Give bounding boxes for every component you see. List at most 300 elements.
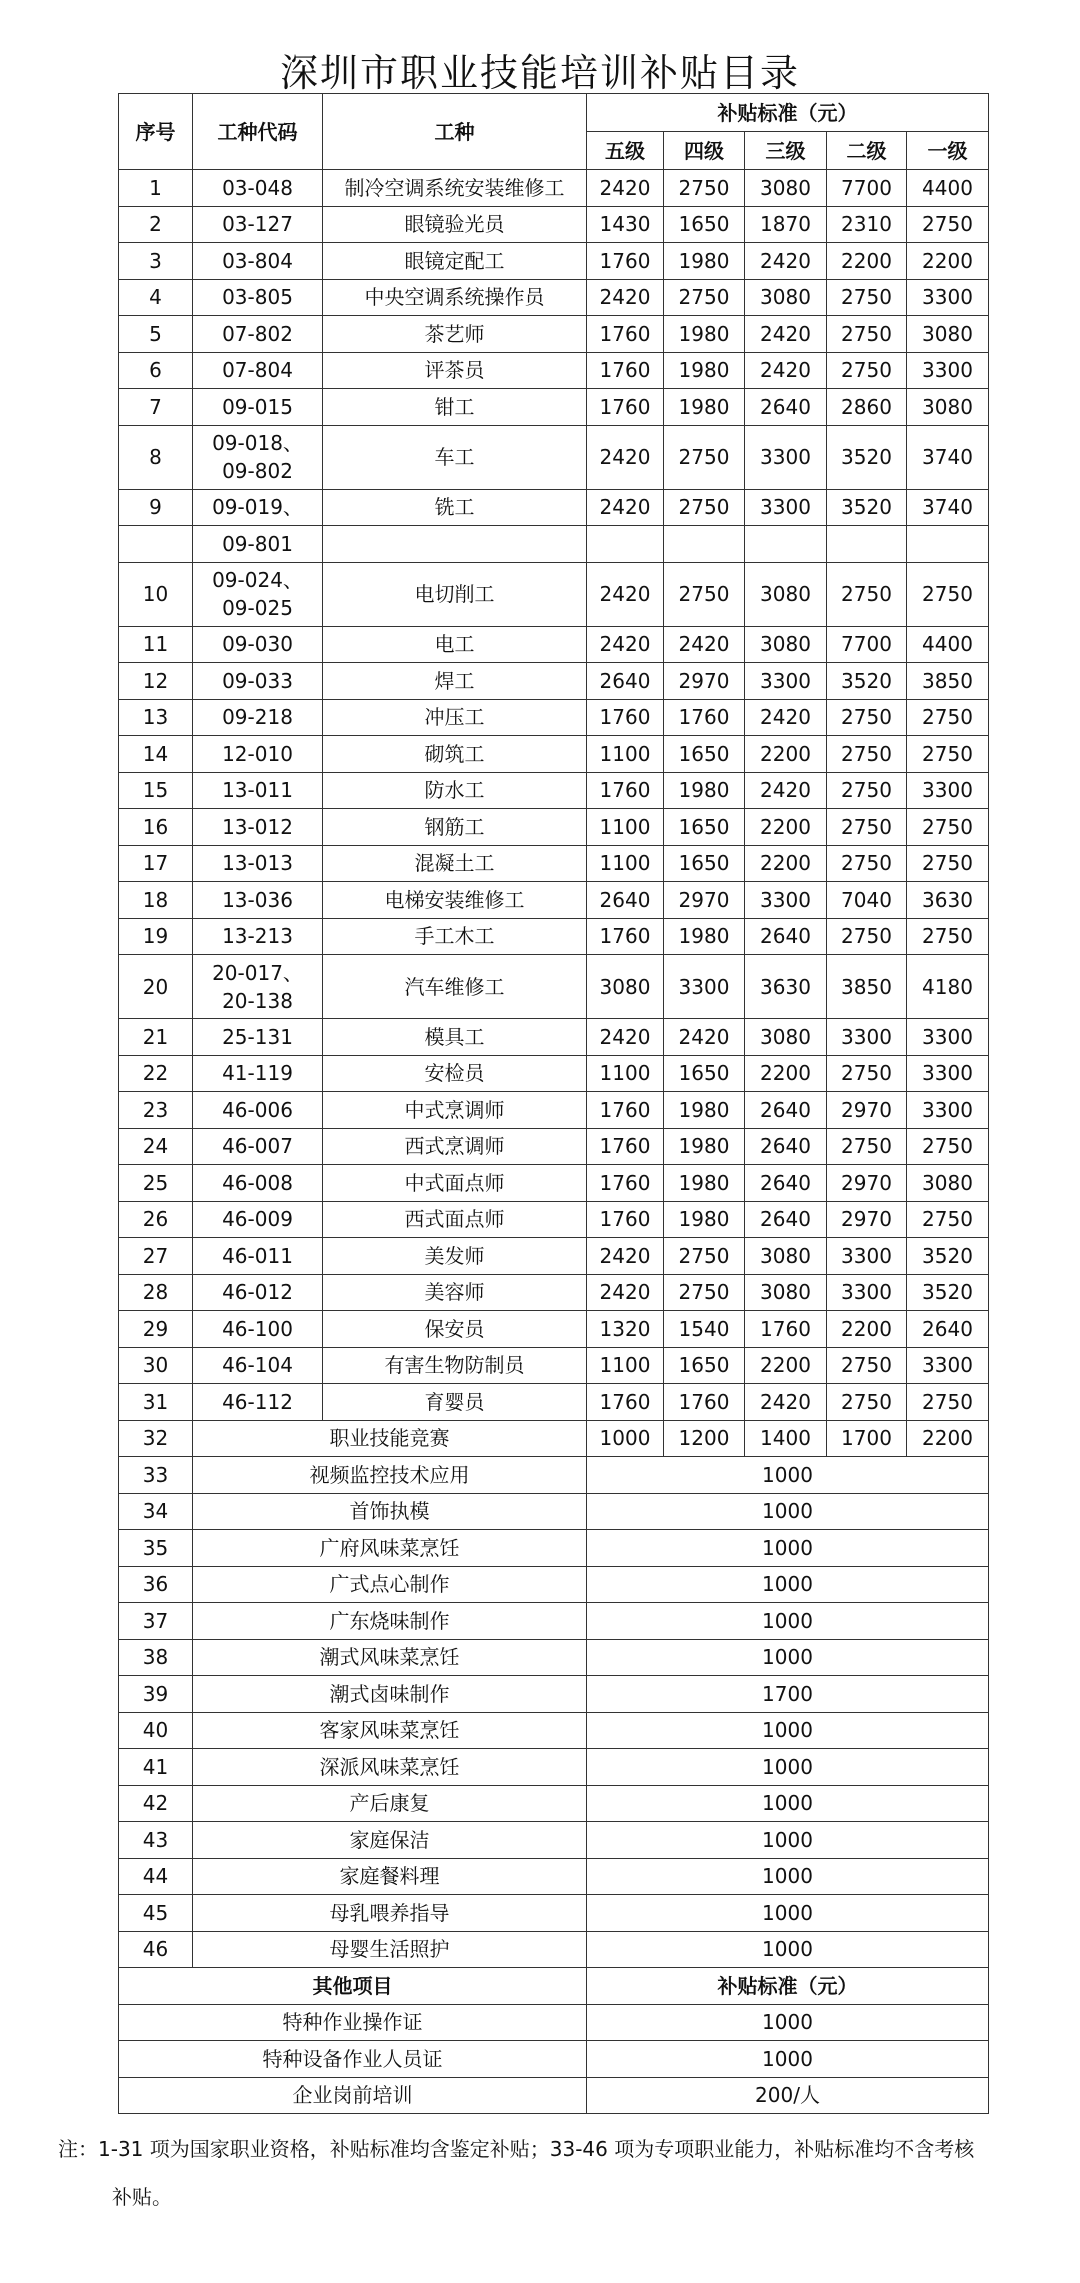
cell-value: 2420: [587, 1274, 664, 1311]
header-subsidy: 补贴标准（元）: [587, 94, 989, 132]
cell-seq: 42: [119, 1785, 193, 1822]
cell-value: 3300: [907, 352, 989, 389]
table-row: [119, 2041, 989, 2078]
cell-value: 1000: [587, 1566, 989, 1603]
cell-seq: 14: [119, 736, 193, 773]
cell-value: 3300: [907, 279, 989, 316]
cell-seq: 31: [119, 1384, 193, 1421]
cell-value: 2420: [745, 772, 827, 809]
cell-value: 2200: [827, 243, 907, 280]
cell-job: 眼镜定配工: [323, 243, 587, 280]
cell-value: 1760: [587, 918, 664, 955]
code-line: 09-018、: [212, 431, 303, 455]
cell-value: 1650: [664, 736, 745, 773]
footnote-line: 注：1-31 项为国家职业资格，补贴标准均含鉴定补贴；33-46 项为专项职业能力，补贴标准均不含考核: [58, 2137, 975, 2161]
cell-value: 1980: [664, 1092, 745, 1129]
table-row: [119, 1822, 989, 1859]
table-body-extra: [119, 1420, 989, 1457]
cell-seq: 39: [119, 1676, 193, 1713]
cell-value: 1650: [664, 206, 745, 243]
cell-value: 2420: [587, 562, 664, 626]
cell-job: 电切削工: [323, 562, 587, 626]
cell-code: [193, 562, 323, 626]
cell-value: 1980: [664, 772, 745, 809]
cell-item: 企业岗前培训: [119, 2077, 587, 2114]
cell-value: 1100: [587, 1347, 664, 1384]
table-row: [119, 626, 989, 663]
cell-value: 2750: [827, 845, 907, 882]
cell-code: 12-010: [193, 736, 323, 773]
cell-value: 2200: [745, 1055, 827, 1092]
cell-value: 7700: [827, 170, 907, 207]
cell-value: 1870: [745, 206, 827, 243]
cell-value: 3300: [745, 663, 827, 700]
table-row: [119, 736, 989, 773]
cell-value: 1000: [587, 1420, 664, 1457]
cell-value: 1760: [587, 1092, 664, 1129]
cell-value: 2750: [907, 736, 989, 773]
cell-job: 保安员: [323, 1311, 587, 1348]
cell-job: 中式面点师: [323, 1165, 587, 1202]
cell-value: 3080: [745, 1238, 827, 1275]
cell-value: 3300: [827, 1019, 907, 1056]
cell-seq: 45: [119, 1895, 193, 1932]
cell-value: 1700: [587, 1676, 989, 1713]
cell-code: 46-100: [193, 1311, 323, 1348]
cell-job: 制冷空调系统安装维修工: [323, 170, 587, 207]
cell-value: 2200: [907, 243, 989, 280]
cell-value: 3300: [907, 1019, 989, 1056]
cell-value: 4400: [907, 170, 989, 207]
table-row: [119, 1785, 989, 1822]
cell-job: 育婴员: [323, 1384, 587, 1421]
cell-code: 13-012: [193, 809, 323, 846]
cell-seq: 13: [119, 699, 193, 736]
table-row: [119, 1238, 989, 1275]
code-line: 09-025: [222, 596, 293, 620]
cell-value: 1760: [587, 316, 664, 353]
header-level-2: 二级: [827, 132, 907, 170]
table-row: [119, 1201, 989, 1238]
cell-job: 美发师: [323, 1238, 587, 1275]
cell-code: 09-019、: [193, 489, 323, 526]
cell-value: 1980: [664, 918, 745, 955]
cell-value: 1000: [587, 1457, 989, 1494]
table-row: [119, 2077, 989, 2114]
cell-value: 2970: [827, 1092, 907, 1129]
table-row: [119, 1566, 989, 1603]
cell-seq: 18: [119, 882, 193, 919]
cell-job: 家庭保洁: [193, 1822, 587, 1859]
table-row: [119, 1858, 989, 1895]
cell-seq: 23: [119, 1092, 193, 1129]
cell-value: 1000: [587, 1749, 989, 1786]
cell-code: 09-030: [193, 626, 323, 663]
cell-job: 首饰执模: [193, 1493, 587, 1530]
cell-value: 2750: [827, 562, 907, 626]
cell-job: 客家风味菜烹饪: [193, 1712, 587, 1749]
cell-value: 1980: [664, 352, 745, 389]
cell-value: 2750: [907, 809, 989, 846]
cell-value: 2200: [827, 1311, 907, 1348]
cell-value: 2750: [827, 279, 907, 316]
table-row: [119, 1603, 989, 1640]
cell-seq: 35: [119, 1530, 193, 1567]
cell-job: 评茶员: [323, 352, 587, 389]
cell-code: 03-048: [193, 170, 323, 207]
table-row: [119, 526, 989, 563]
cell-value: 3300: [745, 489, 827, 526]
table-body: [119, 170, 989, 1421]
cell-seq: 7: [119, 389, 193, 426]
cell-value: 2200: [745, 845, 827, 882]
cell-job: 西式面点师: [323, 1201, 587, 1238]
cell-code: 07-804: [193, 352, 323, 389]
cell-value: 2420: [745, 1384, 827, 1421]
cell-value: 1100: [587, 809, 664, 846]
cell-job: 手工木工: [323, 918, 587, 955]
cell-seq: 25: [119, 1165, 193, 1202]
cell-value: 1000: [587, 2004, 989, 2041]
cell-seq: 26: [119, 1201, 193, 1238]
cell-value: 1650: [664, 1347, 745, 1384]
cell-value: 2640: [745, 1128, 827, 1165]
table-row: [119, 663, 989, 700]
code-line: 09-802: [222, 459, 293, 483]
cell-value: 1760: [587, 243, 664, 280]
cell-value: 3300: [745, 425, 827, 489]
cell-value: 3520: [827, 663, 907, 700]
cell-seq: 17: [119, 845, 193, 882]
cell-value: 2750: [907, 562, 989, 626]
cell-code: 03-804: [193, 243, 323, 280]
cell-value: 2640: [587, 882, 664, 919]
cell-seq: 33: [119, 1457, 193, 1494]
table-row: [119, 1676, 989, 1713]
others-header-item: 其他项目: [119, 1968, 587, 2005]
table-row: [119, 955, 989, 1019]
cell-code: 13-011: [193, 772, 323, 809]
header-level-5: 五级: [587, 132, 664, 170]
cell-value: [827, 526, 907, 563]
cell-job: 母乳喂养指导: [193, 1895, 587, 1932]
table-row: [119, 562, 989, 626]
cell-value: 2750: [907, 1128, 989, 1165]
cell-value: 1760: [745, 1311, 827, 1348]
table-row: [119, 1165, 989, 1202]
cell-value: 1760: [587, 352, 664, 389]
code-line: 20-138: [222, 988, 293, 1013]
cell-job: 铣工: [323, 489, 587, 526]
cell-value: 3080: [745, 279, 827, 316]
cell-value: 1000: [587, 1895, 989, 1932]
cell-value: 1760: [664, 1384, 745, 1421]
cell-value: 1000: [587, 2041, 989, 2078]
table-row: [119, 1712, 989, 1749]
cell-code: 13-213: [193, 918, 323, 955]
table-row: [119, 772, 989, 809]
cell-value: 3300: [907, 1092, 989, 1129]
cell-seq: 11: [119, 626, 193, 663]
cell-seq: 6: [119, 352, 193, 389]
cell-value: 1100: [587, 1055, 664, 1092]
cell-value: 2750: [827, 1055, 907, 1092]
cell-value: [907, 526, 989, 563]
cell-value: 1760: [587, 1384, 664, 1421]
footnote-line: 补贴。: [112, 2185, 172, 2209]
cell-value: 3080: [907, 1165, 989, 1202]
table-row: [119, 489, 989, 526]
cell-value: 3080: [907, 316, 989, 353]
cell-code: 46-104: [193, 1347, 323, 1384]
cell-value: 1760: [587, 1201, 664, 1238]
cell-job: 电梯安装维修工: [323, 882, 587, 919]
cell-value: 2420: [745, 699, 827, 736]
cell-value: 1000: [587, 1639, 989, 1676]
cell-value: 2750: [907, 1201, 989, 1238]
cell-value: 1980: [664, 1128, 745, 1165]
cell-value: 1320: [587, 1311, 664, 1348]
cell-seq: 15: [119, 772, 193, 809]
cell-value: 4400: [907, 626, 989, 663]
header-level-4: 四级: [664, 132, 745, 170]
table-row: [119, 845, 989, 882]
table-row: [119, 352, 989, 389]
table-row: [119, 1457, 989, 1494]
cell-seq: 22: [119, 1055, 193, 1092]
cell-value: 2420: [745, 316, 827, 353]
cell-item: 特种设备作业人员证: [119, 2041, 587, 2078]
special-body: [119, 1457, 989, 1968]
cell-value: 1980: [664, 316, 745, 353]
cell-value: 2750: [827, 736, 907, 773]
cell-value: 2640: [907, 1311, 989, 1348]
cell-value: 3850: [827, 955, 907, 1019]
cell-code: 46-012: [193, 1274, 323, 1311]
cell-job: 家庭餐料理: [193, 1858, 587, 1895]
cell-seq: 27: [119, 1238, 193, 1275]
cell-value: 3520: [907, 1238, 989, 1275]
cell-value: 2420: [587, 489, 664, 526]
table-row: [119, 243, 989, 280]
table-row: [119, 1311, 989, 1348]
cell-value: 2200: [745, 809, 827, 846]
cell-value: 2420: [587, 425, 664, 489]
cell-value: 3300: [745, 882, 827, 919]
header-level-3: 三级: [745, 132, 827, 170]
cell-value: 1100: [587, 736, 664, 773]
cell-seq: 2: [119, 206, 193, 243]
cell-code: [193, 425, 323, 489]
cell-value: 1100: [587, 845, 664, 882]
table-row: [119, 809, 989, 846]
cell-code: 13-013: [193, 845, 323, 882]
cell-job: 潮式卤味制作: [193, 1676, 587, 1713]
table-row: [119, 1055, 989, 1092]
cell-value: 1650: [664, 809, 745, 846]
table-row: [119, 170, 989, 207]
cell-value: 2750: [827, 316, 907, 353]
cell-code: 09-015: [193, 389, 323, 426]
cell-job: 美容师: [323, 1274, 587, 1311]
cell-job: 钳工: [323, 389, 587, 426]
cell-value: 3740: [907, 489, 989, 526]
table-row: [119, 1639, 989, 1676]
table-row: [119, 389, 989, 426]
cell-value: 3080: [745, 626, 827, 663]
table-row: [119, 1493, 989, 1530]
cell-code: 46-007: [193, 1128, 323, 1165]
cell-value: 2200: [745, 1347, 827, 1384]
cell-value: 2750: [907, 918, 989, 955]
cell-value: 1980: [664, 389, 745, 426]
cell-value: 3300: [827, 1238, 907, 1275]
table-row: [119, 1895, 989, 1932]
cell-job: 职业技能竞赛: [193, 1420, 587, 1457]
table-row: [119, 882, 989, 919]
header-job: 工种: [323, 94, 587, 170]
cell-seq: 21: [119, 1019, 193, 1056]
others-header-subsidy: 补贴标准（元）: [587, 1968, 989, 2005]
cell-code: 07-802: [193, 316, 323, 353]
cell-job: 产后康复: [193, 1785, 587, 1822]
cell-value: 2750: [664, 1238, 745, 1275]
cell-seq: 3: [119, 243, 193, 280]
cell-seq: 44: [119, 1858, 193, 1895]
cell-code: 03-805: [193, 279, 323, 316]
code-line: 09-024、: [212, 568, 303, 592]
cell-value: [587, 526, 664, 563]
cell-job: 眼镜验光员: [323, 206, 587, 243]
table-row: [119, 699, 989, 736]
cell-seq: 38: [119, 1639, 193, 1676]
cell-value: 2420: [587, 1238, 664, 1275]
table-row: [119, 1128, 989, 1165]
table-row: [119, 918, 989, 955]
subsidy-table: [118, 93, 989, 2114]
cell-value: 1760: [587, 389, 664, 426]
cell-value: 2970: [664, 882, 745, 919]
cell-value: [745, 526, 827, 563]
cell-seq: 43: [119, 1822, 193, 1859]
cell-value: 2750: [664, 170, 745, 207]
cell-value: 1000: [587, 1712, 989, 1749]
cell-value: 3300: [827, 1274, 907, 1311]
cell-value: 3300: [907, 772, 989, 809]
cell-seq: 1: [119, 170, 193, 207]
cell-value: 3520: [827, 425, 907, 489]
cell-value: 2750: [664, 562, 745, 626]
cell-value: 1000: [587, 1822, 989, 1859]
cell-value: 3520: [827, 489, 907, 526]
cell-job: 潮式风味菜烹饪: [193, 1639, 587, 1676]
cell-seq: 24: [119, 1128, 193, 1165]
cell-value: 3520: [907, 1274, 989, 1311]
cell-value: 3740: [907, 425, 989, 489]
cell-value: 1760: [587, 699, 664, 736]
cell-value: 2860: [827, 389, 907, 426]
cell-code: 13-036: [193, 882, 323, 919]
cell-value: 2750: [827, 1128, 907, 1165]
cell-job: 冲压工: [323, 699, 587, 736]
table-row: [119, 1420, 989, 1457]
cell-seq: [119, 526, 193, 563]
cell-value: 2750: [827, 699, 907, 736]
cell-value: 2750: [827, 918, 907, 955]
cell-job: 中央空调系统操作员: [323, 279, 587, 316]
cell-value: 1200: [664, 1420, 745, 1457]
cell-code: 09-033: [193, 663, 323, 700]
table-row: [119, 279, 989, 316]
cell-value: 2970: [827, 1201, 907, 1238]
cell-value: 2420: [587, 170, 664, 207]
cell-seq: 41: [119, 1749, 193, 1786]
table-row: [119, 425, 989, 489]
cell-seq: 34: [119, 1493, 193, 1530]
cell-seq: 30: [119, 1347, 193, 1384]
cell-item: 特种作业操作证: [119, 2004, 587, 2041]
cell-seq: 9: [119, 489, 193, 526]
cell-job: 砌筑工: [323, 736, 587, 773]
cell-value: 1760: [587, 1128, 664, 1165]
cell-job: 混凝土工: [323, 845, 587, 882]
cell-code: 09-218: [193, 699, 323, 736]
table-row: [119, 2004, 989, 2041]
cell-code: 41-119: [193, 1055, 323, 1092]
cell-code: 46-011: [193, 1238, 323, 1275]
cell-code: 09-801: [193, 526, 323, 563]
cell-value: 1650: [664, 1055, 745, 1092]
cell-seq: 8: [119, 425, 193, 489]
cell-job: 焊工: [323, 663, 587, 700]
cell-value: 2420: [587, 626, 664, 663]
cell-value: 1760: [664, 699, 745, 736]
header-seq: 序号: [119, 94, 193, 170]
cell-value: 1400: [745, 1420, 827, 1457]
cell-value: 3080: [745, 1274, 827, 1311]
cell-job: [323, 526, 587, 563]
cell-value: 1980: [664, 1165, 745, 1202]
cell-value: 2750: [827, 352, 907, 389]
cell-seq: 29: [119, 1311, 193, 1348]
cell-value: 2640: [745, 1165, 827, 1202]
cell-job: 电工: [323, 626, 587, 663]
others-header-row: [119, 1968, 989, 2005]
cell-value: 1000: [587, 1603, 989, 1640]
cell-value: [664, 526, 745, 563]
cell-seq: 16: [119, 809, 193, 846]
cell-job: 安检员: [323, 1055, 587, 1092]
cell-job: 西式烹调师: [323, 1128, 587, 1165]
cell-value: 4180: [907, 955, 989, 1019]
cell-value: 2750: [664, 1274, 745, 1311]
cell-value: 1980: [664, 243, 745, 280]
table-row: [119, 1931, 989, 1968]
code-line: 20-017、: [212, 960, 303, 985]
cell-seq: 10: [119, 562, 193, 626]
table-row: [119, 1384, 989, 1421]
cell-code: 03-127: [193, 206, 323, 243]
cell-seq: 36: [119, 1566, 193, 1603]
table-row: [119, 1749, 989, 1786]
cell-value: 3080: [587, 955, 664, 1019]
cell-value: 200/人: [587, 2077, 989, 2114]
cell-value: 1760: [587, 772, 664, 809]
cell-value: 2750: [907, 699, 989, 736]
table-header: [119, 94, 989, 170]
cell-value: 1430: [587, 206, 664, 243]
cell-value: 2310: [827, 206, 907, 243]
